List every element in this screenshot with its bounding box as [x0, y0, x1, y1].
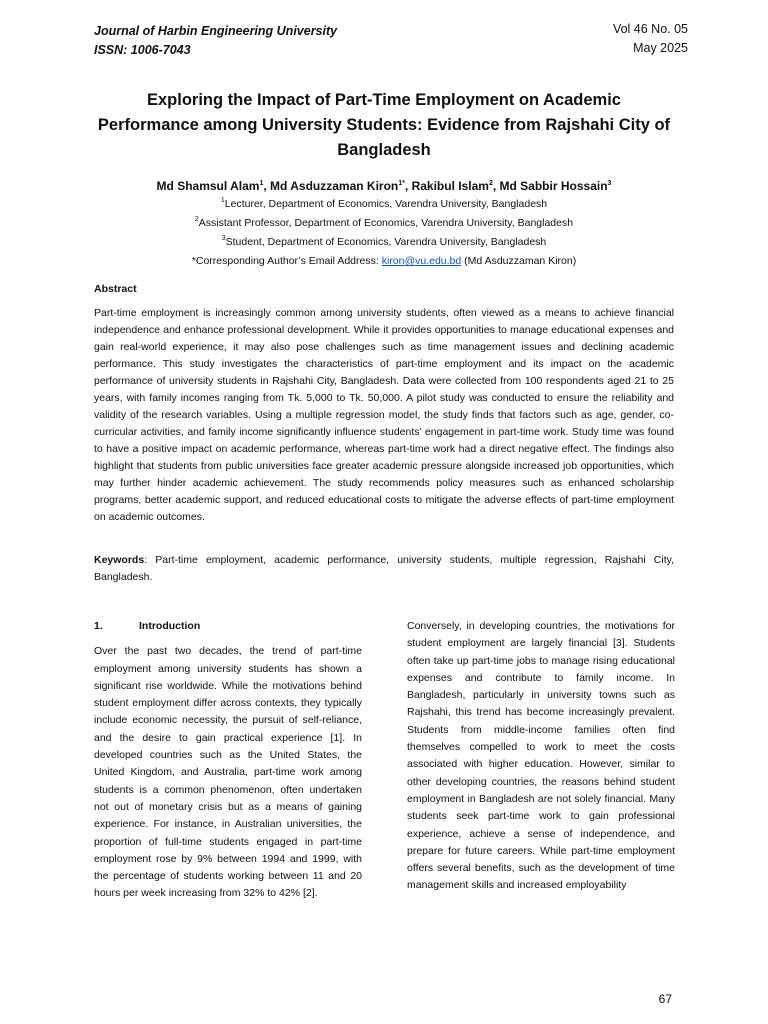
- keywords: [94, 552, 674, 586]
- keywords-text: : Part-time employment, academic performance, university students, multiple regression, Rajshahi City, Bangladesh.: [94, 554, 674, 583]
- right-column: [407, 618, 675, 895]
- author: Md Sabbir Hossain$^3$: [499, 179, 612, 193]
- email-link[interactable]: kiron@vu.edu.bd: [381, 255, 462, 267]
- page-number: 67: [658, 992, 672, 1006]
- left-column: [94, 618, 362, 903]
- issue-info: [613, 20, 688, 58]
- corresponding-author: *Corresponding Author’s Email Address: kiron@vu.edu.bd (Md Asduzzaman Kiron): [191, 255, 577, 267]
- journal-header: [94, 22, 337, 60]
- abstract-heading: Abstract: [94, 283, 137, 295]
- affiliation: $^2$Assistant Professor, Department of Economics, Varendra University, Bangladesh: [194, 216, 574, 229]
- journal-name: Journal of Harbin Engineering University: [94, 24, 338, 38]
- affiliation: $^1$Lecturer, Department of Economics, Varendra University, Bangladesh: [220, 197, 548, 210]
- affiliation: $^3$Student, Department of Economics, Varendra University, Bangladesh: [221, 235, 547, 248]
- author: Rakibul Islam$^2$,: [411, 179, 500, 193]
- intro-paragraph-right: Conversely, in developing countries, the motivations for student employment are largely financial [3]. Students often take up part-time jobs to manage rising educational expenses and contribute to family income. In Bangladesh, particularly in university towns such as Rajshahi, this trend has become increasingly prevalent. Students from middle-income families often find themselves compelled to work to meet the costs associated with higher education. However, similar to other developing countries, the reasons behind student employment in Bangladesh are not solely financial. Many students seek part-time work to gain professional experience, achieve a sense of independence, and prepare for future careers. While part-time employment offers several benefits, such as the development of time management skills and increased employability: [407, 620, 675, 892]
- paper-title: Exploring the Impact of Part-Time Employment on Academic Performance among University Students: Evidence from Rajshahi City of Bangladesh: [97, 91, 671, 159]
- abstract-body: Part-time employment is increasingly common among university students, often viewed as a means to achieve financial independence and enhance professional development. While it provides opportunities to manage educational expenses and gain real-world experience, it may also pose challenges such as time management issues and declining academic performance. This study investigates the characteristics of part-time employment and its impact on the academic performance of university students in Rajshahi City, Bangladesh. Data were collected from 100 respondents aged 21 to 25 years, with family incomes ranging from Tk. 5,000 to Tk. 50,000. A pilot study was conducted to ensure the reliability and validity of the research variables. Using a multiple regression model, the study finds that factors such as age, gender, co-curricular activities, and family income significantly influence students’ engagement in part-time work. Study time was found to have a positive impact on academic performance, whereas part-time work had a direct negative effect. The findings also highlight that students from public universities face greater academic pressure alongside increased job opportunities, which may further hinder academic achievement. The study recommends policy measures such as enhanced scholarship programs, better academic support, and reduced educational costs to mitigate the adverse effects of part-time employment on academic outcomes.: [94, 307, 674, 523]
- keywords-label: Keywords: [94, 554, 145, 566]
- journal-issn: ISSN: 1006-7043: [94, 43, 191, 57]
- volume-label: Vol 46 No. 05: [612, 22, 688, 36]
- author: Md Asduzzaman Kiron$^{1*}$,: [270, 179, 412, 193]
- section-heading: 1. Introduction: [94, 620, 201, 632]
- affiliations: [96, 195, 672, 271]
- author: Md Shamsul Alam$^1$,: [156, 179, 271, 193]
- intro-paragraph-left: Over the past two decades, the trend of part-time employment among university students has shown a significant rise worldwide. While the motivations behind student employment differ across contexts, they typically include economic necessity, the pursuit of self-reliance, and the desire to gain practical experience [1]. In developed countries such as the United States, the United Kingdom, and Australia, part-time work among students is a common phenomenon, often undertaken not out of monetary crisis but as a means of gaining experience. For instance, in Australian universities, the proportion of full-time students engaged in part-time employment rose by 9% between 1994 and 1999, with the percentage of students working between 11 and 20 hours per week increasing from 32% to 42% [2].: [94, 645, 362, 900]
- author-list: [96, 176, 672, 196]
- issue-date: May 2025: [633, 41, 688, 55]
